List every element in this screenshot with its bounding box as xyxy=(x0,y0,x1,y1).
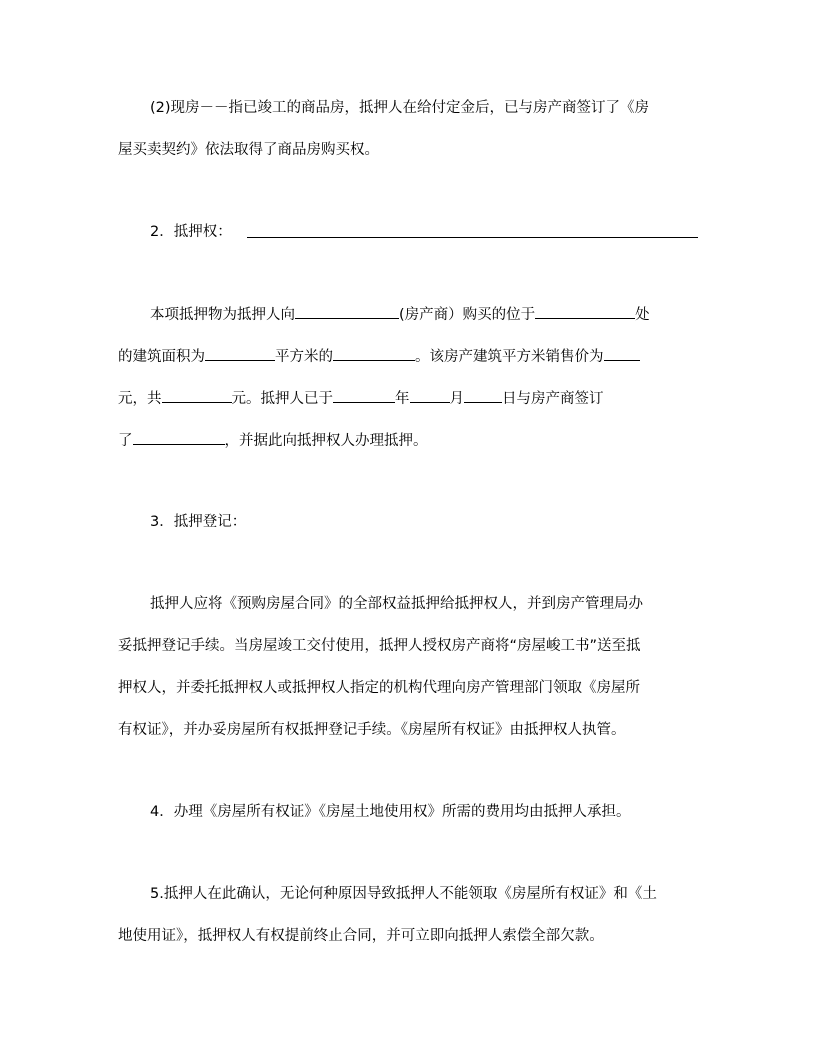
text-segment: 处 xyxy=(635,307,650,323)
text-segment: 。该房产建筑平方米销售价为 xyxy=(415,349,604,365)
text-segment: (房产商）购买的位于 xyxy=(399,307,536,323)
mortgage-object-line-1 xyxy=(150,304,700,325)
text-segment: 本项抵押物为抵押人向 xyxy=(150,307,295,323)
text-segment: 平方米的 xyxy=(275,349,333,365)
text-segment: 年 xyxy=(395,391,410,407)
blank-unit-price xyxy=(604,346,640,361)
blank-month xyxy=(410,388,450,403)
paragraph-existing-house-line-2: 屋买卖契约》依法取得了商品房购买权。 xyxy=(118,142,379,158)
paragraph-existing-house-line-1: (2)现房－－指已竣工的商品房，抵押人在给付定金后，已与房产商签订了《房 xyxy=(150,100,650,116)
registration-line-2: 妥抵押登记手续。当房屋竣工交付使用，抵押人授权房产商将“房屋峻工书”送至抵 xyxy=(118,638,641,654)
text-segment: ，并据此向抵押权人办理抵押。 xyxy=(224,433,428,449)
blank-area xyxy=(205,346,275,361)
blank-contract xyxy=(133,430,225,445)
blank-year xyxy=(333,388,395,403)
section-2-fill-line xyxy=(247,237,698,238)
blank-day xyxy=(464,388,502,403)
text-segment: 元。抵押人已于 xyxy=(231,391,333,407)
section-2-heading: 2．抵押权： xyxy=(150,224,232,240)
blank-house-type xyxy=(333,346,415,361)
text-segment: 元，共 xyxy=(118,391,162,407)
blank-location xyxy=(535,304,635,319)
registration-line-3: 押权人，并委托抵押权人或抵押权人指定的机构代理向房产管理部门领取《房屋所 xyxy=(118,680,640,696)
section-5-line-2: 地使用证》，抵押权人有权提前终止合同，并可立即向抵押人索偿全部欠款。 xyxy=(118,928,604,944)
blank-developer xyxy=(295,304,399,319)
text-segment: 的建筑面积为 xyxy=(118,349,205,365)
text-segment: 了 xyxy=(118,433,133,449)
blank-total-price xyxy=(162,388,232,403)
mortgage-object-line-3 xyxy=(118,388,700,409)
text-segment: 月 xyxy=(449,391,464,407)
registration-line-4: 有权证》，并办妥房屋所有权抵押登记手续。《房屋所有权证》由抵押权人执管。 xyxy=(118,722,626,738)
mortgage-object-line-2 xyxy=(118,346,700,367)
mortgage-object-line-4 xyxy=(118,430,700,451)
section-3-heading: 3．抵押登记： xyxy=(150,514,247,530)
section-4-text: 4．办理《房屋所有权证》《房屋土地使用权》所需的费用均由抵押人承担。 xyxy=(150,804,631,820)
section-5-line-1: 5.抵押人在此确认，无论何种原因导致抵押人不能领取《房屋所有权证》和《土 xyxy=(150,886,657,902)
text-segment: 日与房产商签订 xyxy=(502,391,604,407)
registration-line-1: 抵押人应将《预购房屋合同》的全部权益抵押给抵押权人，并到房产管理局办 xyxy=(150,596,643,612)
